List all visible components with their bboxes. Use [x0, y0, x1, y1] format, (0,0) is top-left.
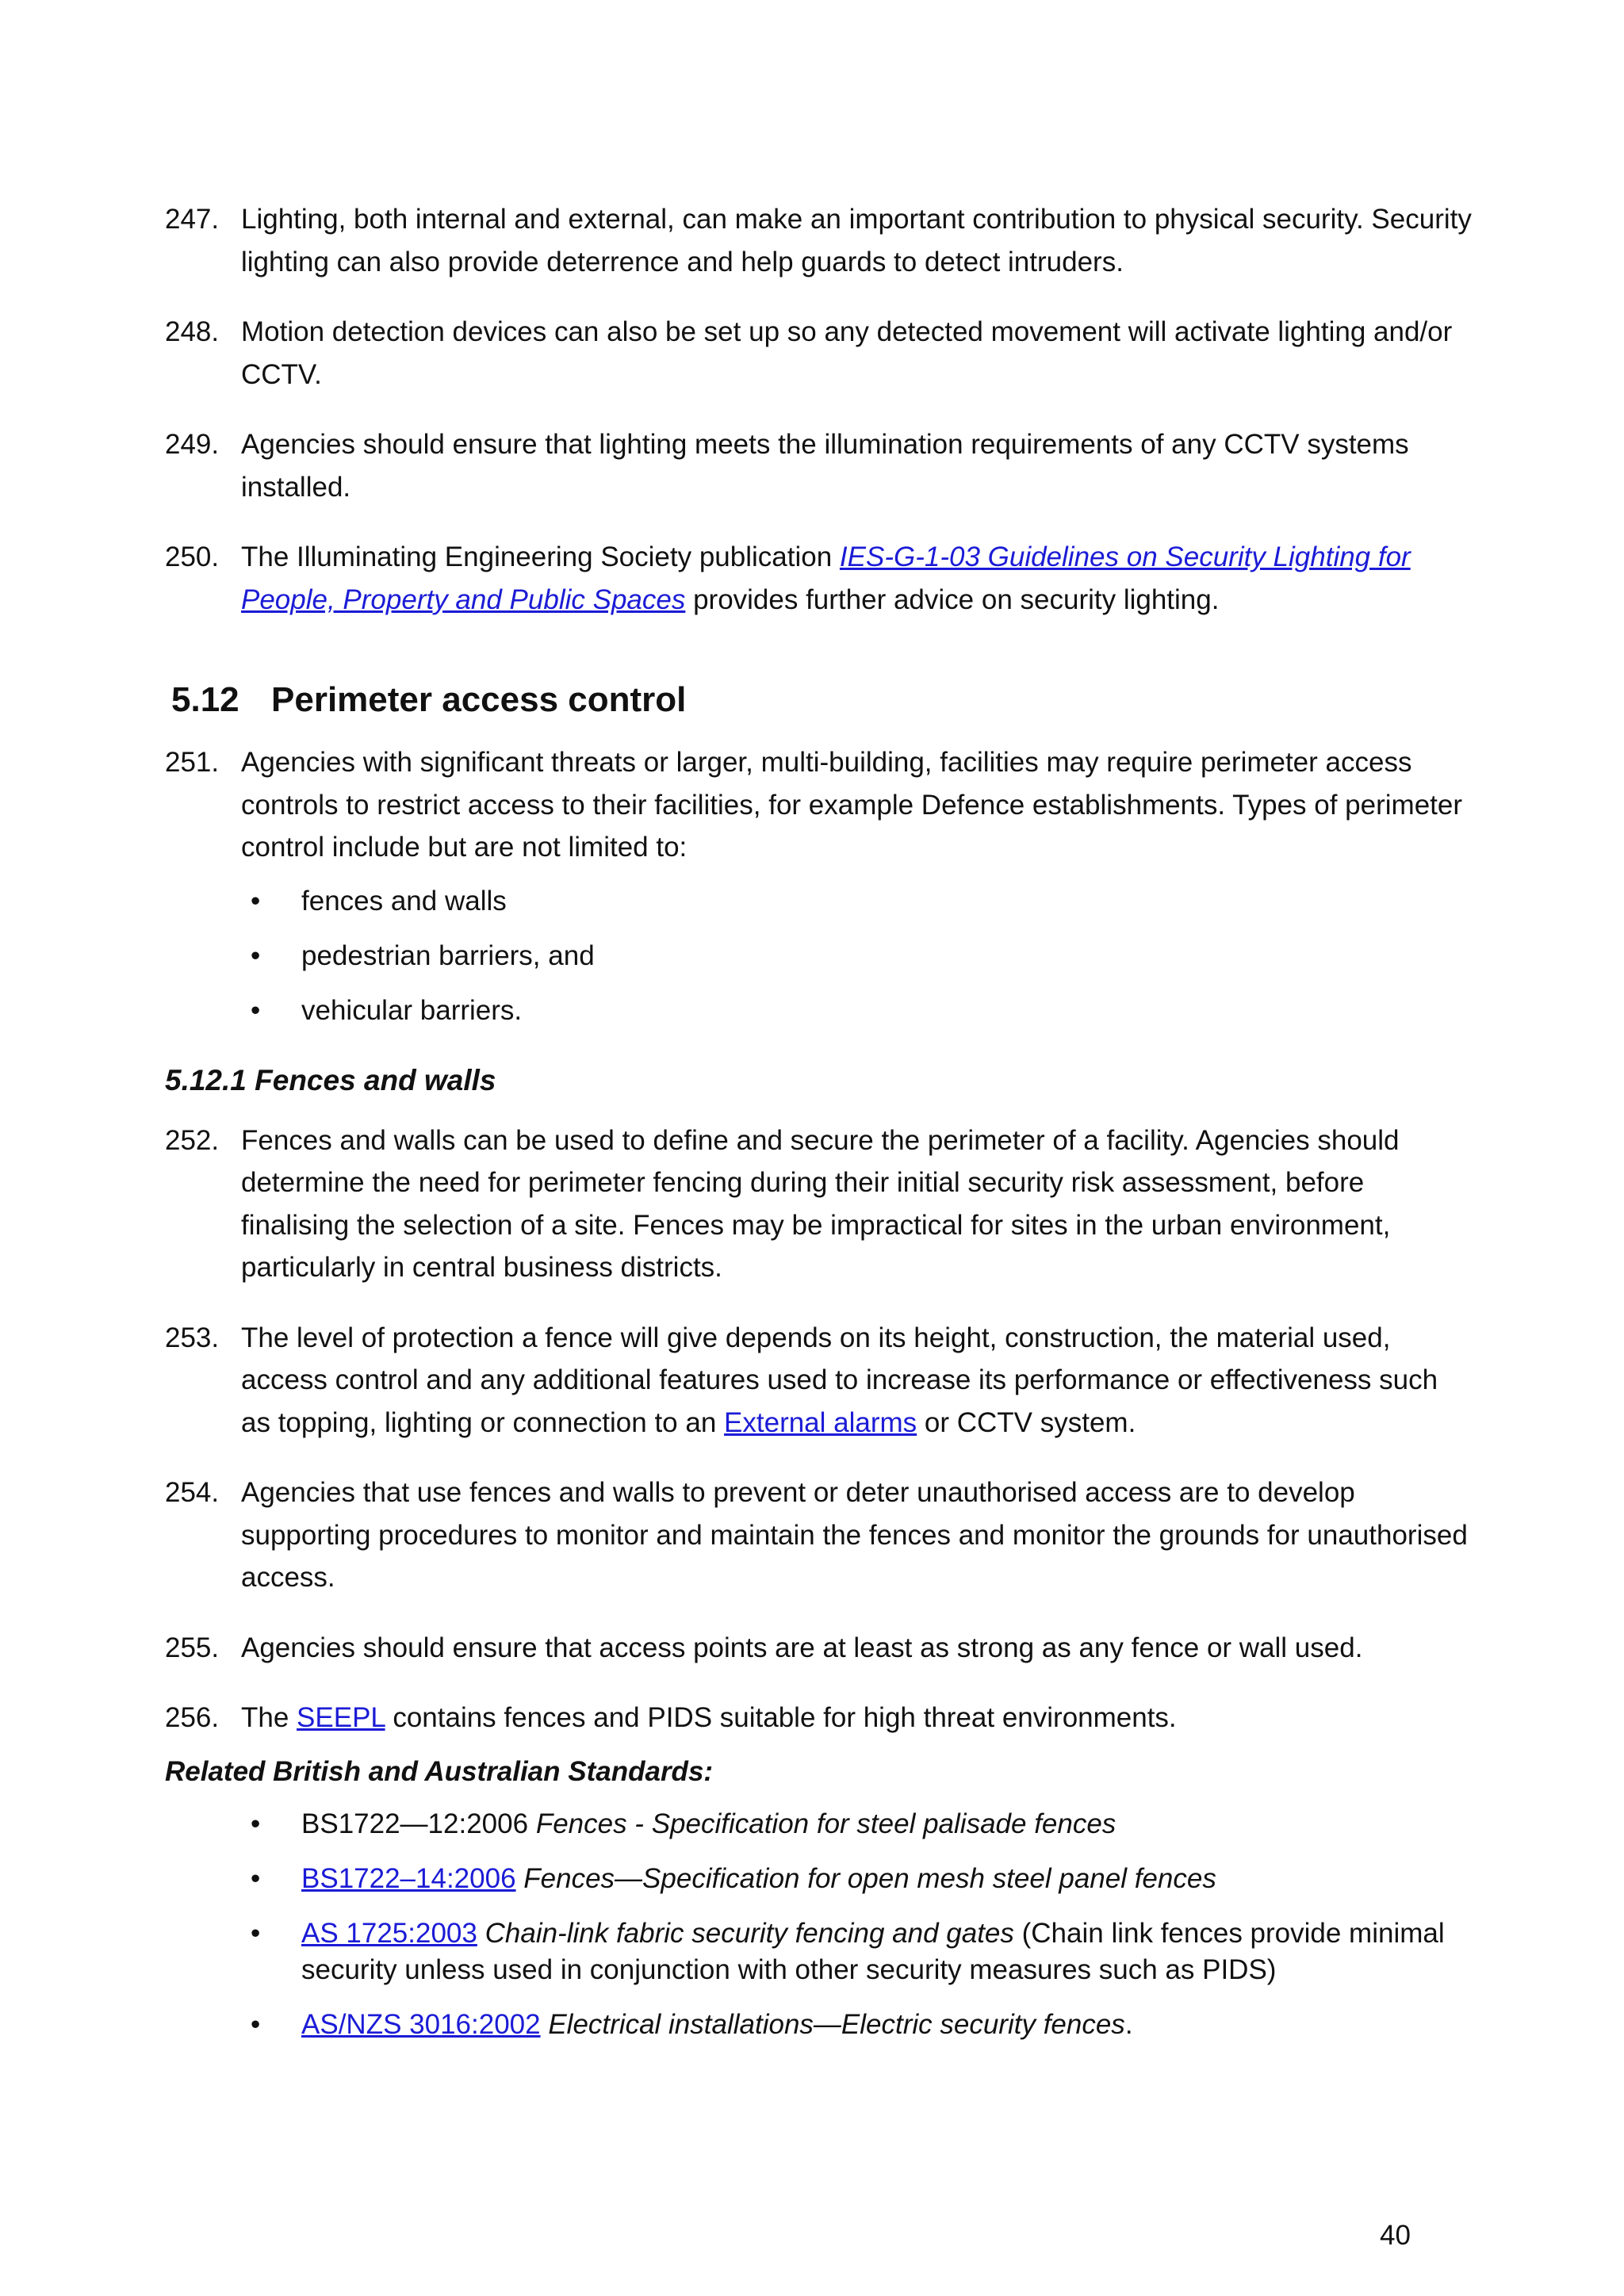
paragraph-number: 250. [165, 541, 220, 572]
paragraph-250 [165, 536, 1473, 621]
standard-item [165, 1806, 1473, 1843]
list-item-text: vehicular barriers. [301, 994, 523, 1026]
section-heading [165, 676, 1473, 724]
standard-item [165, 2007, 1473, 2043]
standard-title: Fences—Specification for open mesh steel panel fences [523, 1862, 1216, 1894]
paragraph-text-after: or CCTV system. [917, 1406, 1136, 1438]
paragraph-text: Agencies should ensure that lighting meets the illumination requirements of any CCTV systems installed. [241, 429, 1409, 503]
paragraph-255 [165, 1627, 1473, 1670]
paragraph-text [241, 1697, 1473, 1739]
paragraph-text: Motion detection devices can also be set up so any detected movement will activate lighting and/or CCTV. [241, 316, 1453, 390]
paragraph-number: 254. [165, 1477, 220, 1508]
bullet-icon: • [251, 994, 261, 1026]
paragraph-number: 256. [165, 1702, 220, 1733]
list-item [165, 883, 1473, 920]
bullet-icon: • [251, 939, 261, 971]
paragraph-text: Lighting, both internal and external, can make an important contribution to physical security. Security lighting can also provide deterrence and help guards to detect intruders. [241, 204, 1472, 277]
paragraph-253 [165, 1317, 1473, 1445]
paragraph-text-before: The level of protection a fence will give depends on its height, construction, the material used, access control and any additional features used to increase its performance or effectiveness such as topping, lighting or connection to an [241, 1322, 1438, 1438]
paragraph-number: 249. [165, 429, 220, 460]
paragraph-number: 251. [165, 747, 220, 778]
paragraph-text: Fences and walls can be used to define and secure the perimeter of a facility. Agencies should determine the need for perimeter fencing during their initial security risk assessment, before finalising the selection of a site. Fences may be impractical for sites in the urban environment, particularly in central business districts. [241, 1124, 1400, 1283]
paragraph-text-after: contains fences and PIDS suitable for high threat environments. [385, 1702, 1177, 1733]
list-item-text: pedestrian barriers, and [301, 939, 595, 971]
as1725-link[interactable]: AS 1725:2003 [301, 1917, 477, 1949]
paragraph-text-before: The [241, 1702, 297, 1733]
paragraph-text-after: provides further advice on security lighting. [685, 584, 1220, 615]
paragraph-text: Agencies should ensure that access points are at least as strong as any fence or wall used. [241, 1632, 1363, 1663]
bullet-icon: • [251, 1862, 261, 1894]
ies-guidelines-link[interactable]: IES-G-1-03 Guidelines on Security Lighting for People, Property and Public Spaces [241, 541, 1411, 615]
list-item [165, 993, 1473, 1029]
paragraph-text [241, 536, 1473, 621]
paragraph-text: Agencies that use fences and walls to prevent or deter unauthorised access are to develop supporting procedures to monitor and maintain the fences and monitor the grounds for unauthorised access. [241, 1477, 1468, 1593]
section-title: Perimeter access control [271, 680, 687, 719]
paragraph-251 [165, 741, 1473, 869]
standard-title: Chain-link fabric security fencing and gates [485, 1917, 1014, 1949]
list-item [165, 938, 1473, 974]
paragraph-248 [165, 311, 1473, 396]
paragraph-text [241, 1317, 1473, 1445]
bullet-icon: • [251, 1917, 261, 1949]
bullet-icon: • [251, 1808, 261, 1839]
external-alarms-link[interactable]: External alarms [724, 1406, 917, 1438]
list-item-text: fences and walls [301, 885, 507, 916]
paragraph-247 [165, 198, 1473, 283]
paragraph-number: 247. [165, 204, 220, 235]
bs1722-14-link[interactable]: BS1722–14:2006 [301, 1862, 516, 1894]
paragraph-number: 253. [165, 1322, 220, 1353]
subsection-heading: 5.12.1 Fences and walls [165, 1063, 496, 1096]
standard-title: Fences - Specification for steel palisade fences [535, 1808, 1116, 1839]
standard-code: BS1722—12:2006 [301, 1808, 529, 1839]
paragraph-text: Agencies with significant threats or larger, multi-building, facilities may require perimeter access controls to restrict access to their facilities, for example Defence establishments. Types of perimeter control include but are not limited to: [241, 747, 1462, 863]
section-number: 5.12 [171, 680, 239, 719]
bullet-icon: • [251, 2008, 261, 2040]
standards-heading: Related British and Australian Standards: [165, 1755, 714, 1787]
standard-item [165, 1915, 1473, 1988]
paragraph-text-before: The Illuminating Engineering Society publication [241, 541, 840, 572]
document-page [165, 198, 1473, 2043]
paragraph-256 [165, 1697, 1473, 1739]
standard-note: . [1124, 2008, 1133, 2040]
standard-title: Electrical installations—Electric security fences [548, 2008, 1125, 2040]
standard-item [165, 1861, 1473, 1897]
paragraph-number: 248. [165, 316, 220, 347]
page-number: 40 [1380, 2220, 1411, 2251]
paragraph-number: 255. [165, 1632, 220, 1663]
standards-list [165, 1806, 1473, 2043]
perimeter-control-list [165, 883, 1473, 1029]
as-nzs-3016-link[interactable]: AS/NZS 3016:2002 [301, 2008, 541, 2040]
paragraph-252 [165, 1119, 1473, 1289]
paragraph-number: 252. [165, 1124, 220, 1156]
seepl-link[interactable]: SEEPL [297, 1702, 385, 1733]
paragraph-254 [165, 1471, 1473, 1599]
paragraph-249 [165, 423, 1473, 508]
bullet-icon: • [251, 885, 261, 916]
standard-note: (Chain link fences provide minimal security unless used in conjunction with other security measures such as PIDS) [301, 1917, 1445, 1985]
